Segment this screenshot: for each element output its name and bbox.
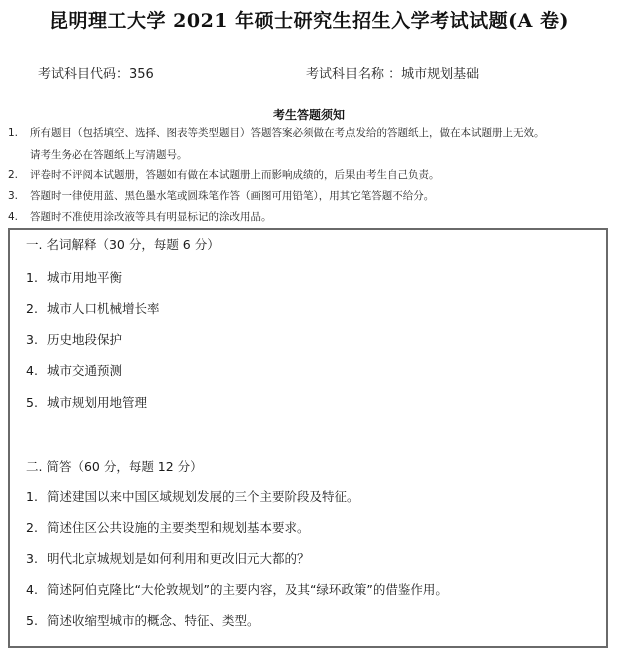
question-item bbox=[26, 361, 122, 379]
question-number: 2. bbox=[26, 301, 38, 316]
notice-number: 1. bbox=[8, 127, 19, 139]
question-number: 3. bbox=[26, 332, 38, 347]
question-text: 明代北京城规划是如何利用和更改旧元大都的？ bbox=[47, 551, 310, 566]
notice-text: 评卷时不评阅本试题册，答题如有做在本试题册上而影响成绩的，后果由考生自己负责。 bbox=[30, 169, 440, 181]
subject-code: 考试科目代码：356 bbox=[38, 67, 154, 82]
notice-title: 考生答题须知 bbox=[272, 108, 345, 122]
question-text: 简述建国以来中国区域规划发展的三个主要阶段及特征。 bbox=[47, 489, 360, 504]
subject-name: 考试科目名称 ：城市规划基础 bbox=[306, 67, 480, 82]
notice-number: 3. bbox=[8, 190, 19, 202]
question-item bbox=[26, 518, 310, 536]
question-number: 5. bbox=[26, 395, 38, 410]
question-number: 4. bbox=[26, 363, 38, 378]
question-item bbox=[26, 330, 122, 348]
question-number: 2. bbox=[26, 520, 38, 535]
question-number: 1. bbox=[26, 489, 38, 504]
question-number: 3. bbox=[26, 551, 38, 566]
notice-text: 所有题目（包括填空、选择、图表等类型题目）答题答案必须做在考点发给的答题纸上，做在本试题册上无效。 bbox=[30, 127, 545, 139]
notice-item bbox=[8, 167, 440, 182]
notice-continuation: 请考生务必在答题纸上写清题号。 bbox=[30, 149, 188, 161]
notice-text: 答题时一律使用蓝、黑色墨水笔或圆珠笔作答（画图可用铅笔），用其它笔答题不给分。 bbox=[30, 190, 435, 202]
question-text: 简述住区公共设施的主要类型和规划基本要求。 bbox=[47, 520, 310, 535]
notice-item bbox=[8, 125, 545, 140]
question-item bbox=[26, 580, 448, 598]
question-text: 城市用地平衡 bbox=[47, 270, 123, 285]
questions-box bbox=[8, 228, 608, 648]
question-item bbox=[26, 393, 147, 411]
question-text: 简述阿伯克隆比“大伦敦规划”的主要内容，及其“绿环政策”的借鉴作用。 bbox=[47, 582, 448, 597]
question-text: 城市规划用地管理 bbox=[47, 395, 148, 410]
exam-title: 昆明理工大学 2021 年硕士研究生招生入学考试试题(A 卷) bbox=[49, 10, 569, 32]
question-item bbox=[26, 487, 360, 505]
question-number: 4. bbox=[26, 582, 38, 597]
question-number: 1. bbox=[26, 270, 38, 285]
notice-text: 答题时不准使用涂改液等具有明显标记的涂改用品。 bbox=[30, 211, 272, 223]
question-text: 城市人口机械增长率 bbox=[47, 301, 160, 316]
question-text: 历史地段保护 bbox=[47, 332, 123, 347]
question-text: 简述收缩型城市的概念、特征、类型。 bbox=[47, 613, 260, 628]
question-item bbox=[26, 611, 260, 629]
notice-number: 2. bbox=[8, 169, 19, 181]
section-heading-short-answer: 二. 简答（60 分，每题 12 分） bbox=[26, 459, 203, 474]
question-item bbox=[26, 268, 122, 286]
question-item bbox=[26, 299, 160, 317]
section-heading-definitions: 一. 名词解释（30 分，每题 6 分） bbox=[26, 237, 220, 252]
notice-item bbox=[8, 209, 272, 224]
question-number: 5. bbox=[26, 613, 38, 628]
notice-number: 4. bbox=[8, 211, 19, 223]
notice-item bbox=[8, 188, 434, 203]
question-text: 城市交通预测 bbox=[47, 363, 123, 378]
question-item bbox=[26, 549, 310, 567]
